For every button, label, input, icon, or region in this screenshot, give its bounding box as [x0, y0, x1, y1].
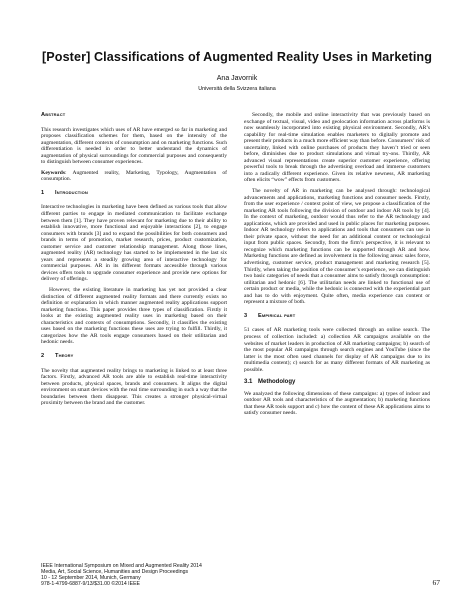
keywords-label: Keywords	[41, 169, 66, 176]
intro-paragraph-2: However, the existing literature in marketing has yet not provided a clear distinction of different augmented reality formats and there currently exists no definition or explanation in which manner augmented reality applications support marketing functions. This paper provides three types of classification. Firstly it looks at the existing augmented reality uses in marketing based on their characteristics and contexts of consumptions. Secondly, it classifies the existing uses based on the marketing functions these uses are trying to fulfill. Thirdly, it categorizes how the AR tools engage consumers based on their utilitarian and hedonic needs.	[41, 287, 227, 346]
section-title: Introduction	[55, 189, 88, 196]
conference-footer	[41, 563, 231, 587]
empirical-paragraph-1: 51 cases of AR marketing tools were collected through an online search. The process of collection included: a) collection AR campaigns available on the websites of market leaders in production of AR marketing campaigns; b) search of the most popular AR campaigns through search engines and YouTube (since the latter is the most often used channels for display of AR campaigns due to its multimedia content); c) search for as many different formats of AR marketing as possible.	[244, 327, 430, 373]
section-title: Theory	[55, 352, 74, 359]
abstract-heading: Abstract	[41, 112, 66, 118]
section-number: 2	[41, 352, 45, 359]
author-affiliation: Università della Svizzera italiana	[198, 86, 276, 92]
methodology-paragraph-1: We analyzed the following dimensions of these campaigns: a) types of indoor and outdoor AR tools and characteristics of the augmentation; b) marketing functions that these AR tools support and c) how the content of these AR applications aims to satisfy consumer needs.	[244, 390, 430, 417]
section-heading-empirical	[244, 313, 430, 320]
section-number: 3	[244, 312, 248, 319]
theory-paragraph-2: Secondly, the mobile and online interactivity that was previously based on exchange of textual, visual, video and geolocation information across platforms is now seamlessly incorporated into existing physical environment. Secondly, AR’s capability for real-time simulation enables marketers to digitally promote and present their products in a much more efficient way than before. Consumers’ risk of uncertainty, linked with online purchases of products they haven’t tried or seen before, diminishes due to product simulations and virtual try-ons. Thirdly, AR advanced visual representations create superior customer experience, offering powerful tools to break through the advertising overload and immerse customers into a radically different experience. Given its relative newness, AR marketing often elicits “wow” effects from customers.	[244, 112, 430, 184]
section-title: Empirical part	[258, 312, 296, 319]
section-number: 1	[41, 189, 45, 196]
subsection-heading-methodology	[244, 379, 430, 386]
right-column	[244, 112, 430, 421]
footer-line: 10 - 12 September 2014, Munich, Germany	[41, 575, 141, 582]
subsection-title: Methodology	[258, 379, 296, 386]
page-number: 67	[432, 578, 440, 587]
footer-line: 978-1-4799-6887-9/13/$31.00 ©2014 IEEE	[41, 581, 141, 588]
keywords-text: : Augmented reality, Marketing, Typology, Augmentation of consumption.	[41, 169, 227, 183]
keywords	[41, 170, 227, 183]
author-name: Ana Javornik	[216, 75, 258, 82]
footer-line: IEEE International Symposium on Mixed and Augmented Reality 2014	[41, 563, 202, 569]
intro-paragraph-1: Interactive technologies in marketing have been defined as various tools that allow different parties to engage in mediated communication to facilitate exchange between them [1]. They have proven relevant for marketing due to their ability to establish innovative, more functional and enjoyable interactions [2], to engage consumers with brands [3] and to expand the possibilities for both consumers and brands in terms of promotion, market research, prices, product customization, customer service and customer relationship management. Along those lines, augmented reality (AR) technology has started to be implemented in the last six years and represents a steadily growing area of interactive technology for commercial purposes. AR in its different formats accessible through various devices offers tools to upgrade consumer experience and provide new options for delivery of offerings.	[41, 204, 227, 283]
subsection-number: 3.1	[244, 379, 253, 386]
theory-paragraph-3: The novelty of AR in marketing can be analysed through: technological advancements and applications, marketing functions and consumer needs. Firstly, from the user experience / context point of view, we propose a classification of the marketing AR tools following the division of outdoor and indoor AR tools by [4]. In the context of marketing, outdoor would thus refer to the AR technology and applications, which are provided and used in public places for marketing purposes. Indoor AR technology refers to applications and tools that consumers can use in their private space, without the need for an additional content or technological input from public spaces. Secondly, from the firm’s perspective, it is relevant to recognize which marketing functions can be supported through AR and how. Marketing functions are defined as involvement in the following areas: sales force, advertising, customer service, product management and marketing research [5]. Thirdly, when taking the position of the consumer’s experience, we can distinguish two basic categories of needs that a consumer aims to satisfy through consumption: utilitarian and hedonic [6]. The utilitarian needs are linked to functional use of certain product or media, while the hedonic is connected with the experiential part and has to do with enjoyment. Quite often, media experience can content or represent a mixture of both.	[244, 188, 430, 306]
section-heading-theory	[41, 353, 227, 360]
abstract-text: This research investigates which uses of AR have emerged so far in marketing and proposes classification schemes for them, based on the intensity of the augmentation, different contexts of consumption and on marketing functions. Such differentiation is needed in order to better understand the dynamics of augmentation of physical surroundings for commercial purposes and consequently to distinguish between consumer experiences.	[41, 126, 227, 166]
footer-line: Media, Art, Social Science, Humanities and Design Proceedings	[41, 569, 189, 576]
left-column	[41, 112, 227, 411]
paper-title: [Poster] Classifications of Augmented Reality Uses in Marketing	[41, 50, 433, 64]
section-heading-introduction	[41, 190, 227, 197]
theory-paragraph-1: The novelty that augmented reality brings to marketing is linked to at least three factors. Firstly, advanced AR tools are able to establish real-time interactivity between products, physical spaces, brands and consumers. It aligns the digital environment on smart devices with the real time surrounding in such a way that the boundaries between them disappear. This creates a stronger physical-virtual proximity between the brand and the customer.	[41, 367, 227, 407]
